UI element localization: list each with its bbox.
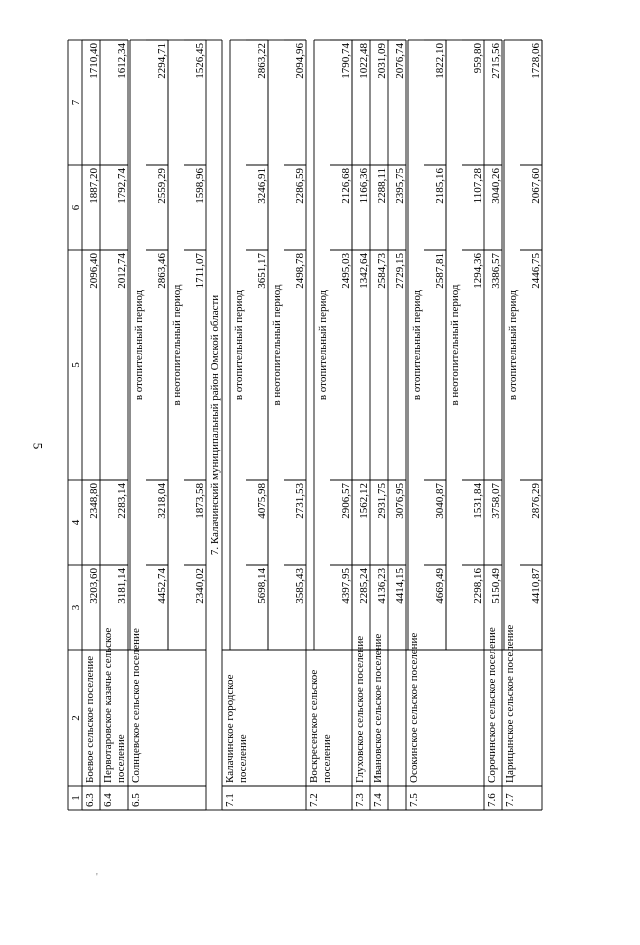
row-7-5-heating-c3: 4669,49 — [434, 568, 446, 604]
row-7-1-number: 7.1 — [224, 793, 236, 807]
row-7-1-heating-c4: 4075,98 — [256, 483, 268, 519]
row-6-4-number: 6.4 — [102, 793, 114, 807]
row-6-5-heating-c7: 2294,71 — [156, 43, 168, 79]
row-7-4b-c3: 4414,15 — [394, 568, 406, 604]
row-7-6-c4: 3758,07 — [490, 483, 502, 519]
row-7-1-heating-c5: 3651,17 — [256, 253, 268, 289]
row-6-4-name-line: поселение — [115, 734, 127, 783]
row-7-3-name-line: Глуховское сельское поселение — [354, 635, 366, 783]
row-7-4-c3: 4136,23 — [376, 568, 388, 604]
row-6-5-heating-period-label: в отопительный период — [133, 289, 145, 401]
row-6-4-c7: 1612,34 — [116, 43, 128, 79]
row-7-4-c5: 2584,73 — [376, 253, 388, 289]
row-7-3-c5: 1342,64 — [358, 253, 370, 289]
row-7-4-c4: 2931,75 — [376, 483, 388, 519]
row-7-5-heating-c5: 2587,81 — [434, 253, 446, 289]
row-6-5-non-heating-c4: 1873,58 — [194, 483, 206, 519]
row-6-4-name-line: Первотаровское казачье сельское — [102, 627, 114, 783]
row-6-4-c6: 1792,74 — [116, 168, 128, 204]
page-number: 5 — [30, 442, 46, 450]
row-7-4-name-line: Ивановское сельское поселение — [372, 633, 384, 783]
row-7-5-heating-c6: 2185,16 — [434, 168, 446, 204]
row-6-3-c7: 1710,40 — [88, 43, 100, 79]
row-7-2-heating-period-label: в отопительный период — [317, 289, 329, 401]
row-6-5-heating-c5: 2863,46 — [156, 253, 168, 289]
row-7-2-heating-c3: 4397,95 — [340, 568, 352, 604]
row-7-5-name-line: Осокинское сельское поселение — [408, 632, 420, 783]
row-7-1-non-heating-c7: 2094,96 — [294, 43, 306, 79]
section-7-title: 7. Калачинский муниципальный район Омской области — [209, 294, 221, 556]
column-number-1: 1 — [70, 795, 82, 801]
row-7-1-name-line: поселение — [237, 734, 249, 783]
column-number-4: 4 — [70, 519, 82, 526]
row-6-5-non-heating-c3: 2340,02 — [194, 568, 206, 604]
row-6-5-non-heating-c7: 1526,45 — [194, 43, 206, 79]
row-7-5-non-heating-c5: 1294,36 — [472, 253, 484, 289]
row-7-5-non-heating-c6: 1107,28 — [472, 168, 484, 204]
row-7-1-heating-c6: 3246,91 — [256, 168, 268, 204]
row-6-5-non-heating-period-label: в неотопительный период — [171, 284, 183, 406]
row-6-3-c4: 2348,80 — [88, 483, 100, 519]
row-7-7-heating-c7: 1728,06 — [530, 43, 542, 79]
row-7-3-c7: 1022,48 — [358, 43, 370, 79]
column-number-2: 2 — [70, 715, 82, 721]
row-7-2-heating-c4: 2906,57 — [340, 483, 352, 519]
row-7-6-name-line: Сорочинское сельское поселение — [486, 627, 498, 783]
row-6-3-c5: 2096,40 — [88, 253, 100, 289]
row-7-1-non-heating-c4: 2731,53 — [294, 483, 306, 519]
row-6-4-c4: 2283,14 — [116, 483, 128, 519]
tariff-table — [68, 40, 548, 810]
row-7-5-non-heating-c3: 2298,16 — [472, 568, 484, 604]
row-7-4-c7: 2031,09 — [376, 43, 388, 79]
row-7-5-number: 7.5 — [408, 793, 420, 807]
row-7-7-heating-c3: 4410,87 — [530, 568, 542, 604]
row-7-1-heating-c3: 5698,14 — [256, 568, 268, 604]
column-number-6: 6 — [70, 204, 82, 211]
row-7-6-c5: 3386,57 — [490, 253, 502, 289]
column-number-7: 7 — [70, 99, 82, 106]
row-7-2-name-line: поселение — [321, 734, 333, 783]
row-7-6-c3: 5150,49 — [490, 568, 502, 604]
row-7-5-heating-c7: 1822,10 — [434, 43, 446, 79]
row-7-2-heating-c7: 1790,74 — [340, 43, 352, 79]
row-7-2-heating-c6: 2126,68 — [340, 168, 352, 204]
row-7-5-heating-period-label: в отопительный период — [411, 289, 423, 401]
row-7-5-non-heating-c4: 1531,84 — [472, 483, 484, 519]
row-7-7-heating-period-label: в отопительный период — [507, 289, 519, 401]
row-7-4b-c7: 2076,74 — [394, 43, 406, 79]
row-7-5-heating-c4: 3040,87 — [434, 483, 446, 519]
row-7-2-heating-c5: 2495,03 — [340, 253, 352, 289]
row-7-4b-c6: 2395,75 — [394, 168, 406, 204]
row-7-6-c7: 2715,56 — [490, 43, 502, 79]
row-7-1-heating-c7: 2863,22 — [256, 43, 268, 79]
row-7-5-non-heating-c7: 959,80 — [472, 43, 484, 74]
row-6-5-number: 6.5 — [130, 793, 142, 807]
row-7-1-non-heating-c3: 3585,43 — [294, 568, 306, 604]
row-7-3-c4: 1562,12 — [358, 483, 370, 519]
row-7-4-c6: 2288,11 — [376, 168, 388, 204]
row-7-4b-c4: 3076,95 — [394, 483, 406, 519]
row-6-3-number: 6.3 — [84, 793, 96, 807]
row-6-4-c3: 3181,14 — [116, 568, 128, 604]
row-6-3-name-line: Боевое сельское поселение — [84, 655, 96, 783]
row-7-1-non-heating-c5: 2498,78 — [294, 253, 306, 289]
row-6-5-heating-c3: 4452,74 — [156, 568, 168, 604]
row-7-7-heating-c6: 2067,60 — [530, 168, 542, 204]
row-7-2-number: 7.2 — [308, 793, 320, 807]
row-7-7-name-line: Царицынское сельское поселение — [504, 624, 516, 783]
row-6-3-c6: 1887,20 — [88, 168, 100, 204]
row-7-3-number: 7.3 — [354, 793, 366, 807]
page-mark: ' — [96, 872, 98, 883]
column-number-5: 5 — [70, 362, 82, 368]
row-7-1-non-heating-c6: 2286,59 — [294, 168, 306, 204]
row-7-7-heating-c5: 2446,75 — [530, 253, 542, 289]
row-7-7-heating-c4: 2876,29 — [530, 483, 542, 519]
row-7-1-heating-period-label: в отопительный период — [233, 289, 245, 401]
row-7-5-non-heating-period-label: в неотопительный период — [449, 284, 461, 406]
rotated-table-page — [68, 40, 640, 945]
column-number-3: 3 — [70, 604, 82, 611]
row-7-4b-c5: 2729,15 — [394, 253, 406, 289]
row-7-1-non-heating-period-label: в неотопительный период — [271, 284, 283, 406]
row-7-1-name-line: Калачинское городское — [224, 674, 236, 783]
row-6-3-c3: 3203,60 — [88, 568, 100, 604]
row-7-6-number: 7.6 — [486, 793, 498, 807]
row-7-3-c3: 2285,24 — [358, 568, 370, 604]
row-7-3-c6: 1166,36 — [358, 168, 370, 204]
row-6-5-heating-c4: 3218,04 — [156, 483, 168, 519]
row-6-4-c5: 2012,74 — [116, 253, 128, 289]
row-6-5-name-line: Солнцевское сельское поселение — [130, 628, 142, 783]
row-6-5-non-heating-c5: 1711,07 — [194, 253, 206, 289]
row-7-7-number: 7.7 — [504, 793, 516, 807]
row-7-4-number: 7.4 — [372, 793, 384, 807]
row-7-2-name-line: Воскресенское сельское — [308, 669, 320, 783]
row-6-5-heating-c6: 2559,29 — [156, 168, 168, 204]
row-7-6-c6: 3040,26 — [490, 168, 502, 204]
row-6-5-non-heating-c6: 1598,96 — [194, 168, 206, 204]
